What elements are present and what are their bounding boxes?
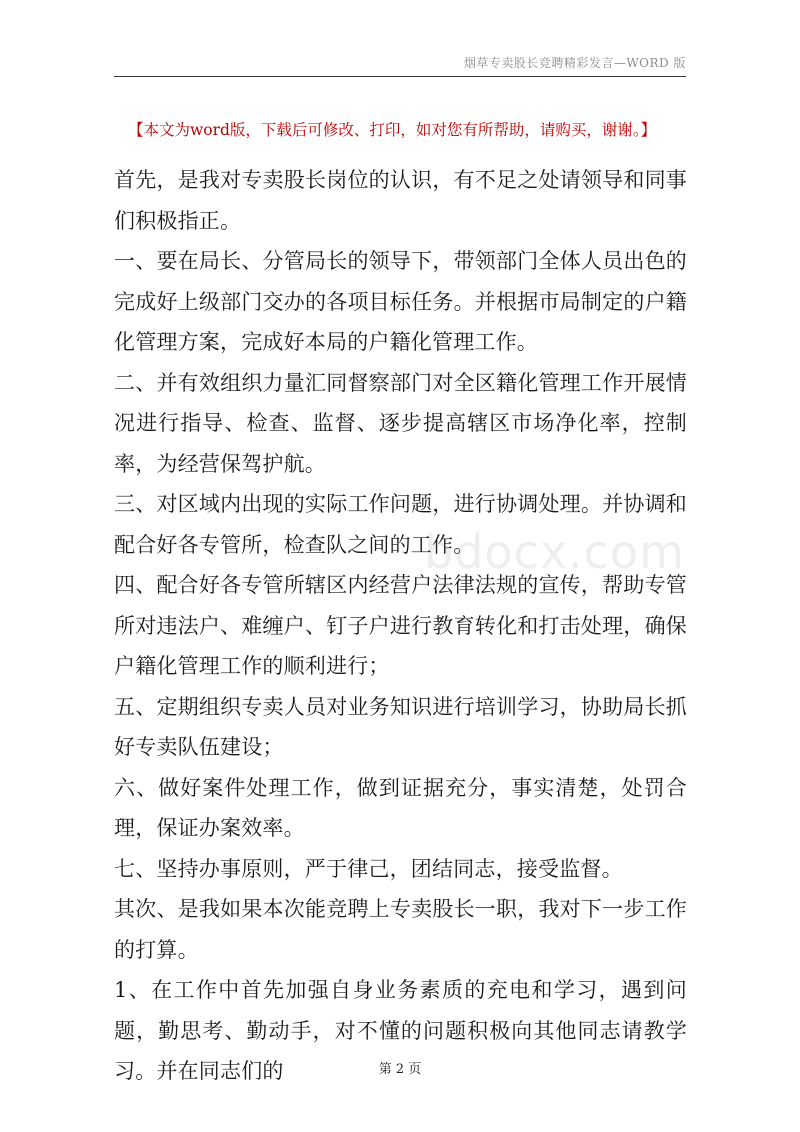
paragraph: 1、在工作中首先加强自身业务素质的充电和学习，遇到问题，勤思考、勤动手，对不懂的问题积极向其他同志请教学习。并在同志们的: [114, 978, 687, 1083]
paragraph: 一、要在局长、分管局长的领导下，带领部门全体人员出色的完成好上级部门交办的各项目标任务。并根据市局制定的户籍化管理方案，完成好本局的户籍化管理工作。: [114, 249, 687, 354]
download-notice: 【本文为word版，下载后可修改、打印，如对您有所帮助，请购买，谢谢。】: [128, 121, 657, 139]
paragraph: 六、做好案件处理工作，做到证据充分，事实清楚，处罚合理，保证办案效率。: [114, 775, 687, 840]
paragraph: 五、定期组织专卖人员对业务知识进行培训学习，协助局长抓好专卖队伍建设；: [114, 694, 687, 759]
header-title: 烟草专卖股长竞聘精彩发言—WORD 版: [463, 56, 686, 70]
paragraph: 四、配合好各专管所辖区内经营户法律法规的宣传，帮助专管所对违法户、难缠户、钉子户进行教育转化和打击处理，确保户籍化管理工作的顺利进行；: [114, 573, 687, 678]
page-number: 第 2 页: [378, 1062, 422, 1077]
watermark: bdocx.com: [424, 525, 685, 579]
paragraph: 二、并有效组织力量汇同督察部门对全区籍化管理工作开展情况进行指导、检查、监督、逐步提高辖区市场净化率，控制率，为经营保驾护航。: [114, 370, 687, 476]
page-header: [114, 52, 686, 77]
paragraph: 其次、是我如果本次能竞聘上专卖股长一职，我对下一步工作的打算。: [114, 897, 687, 962]
document-body: [114, 160, 687, 1092]
paragraph: 三、对区域内出现的实际工作问题，进行协调处理。并协调和配合好各专管所，检查队之间的工作。: [114, 492, 687, 557]
paragraph: 七、坚持办事原则，严于律己，团结同志，接受监督。: [114, 856, 623, 881]
paragraph: 首先，是我对专卖股长岗位的认识，有不足之处请领导和同事们积极指正。: [114, 168, 687, 233]
